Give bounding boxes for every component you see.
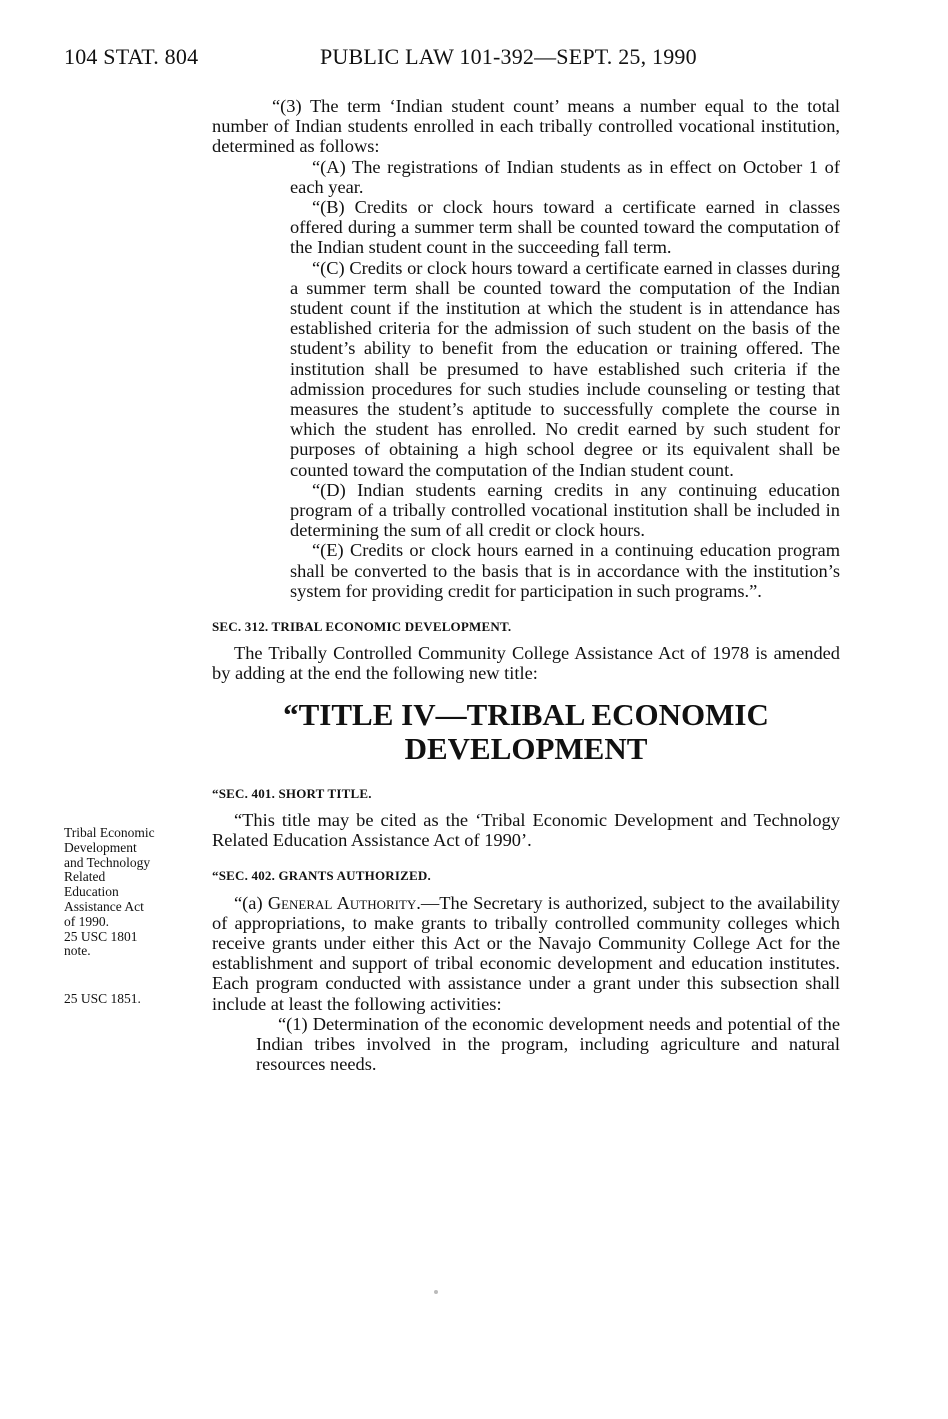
public-law-citation: PUBLIC LAW 101-392—SEPT. 25, 1990	[320, 44, 697, 69]
margin-usc-1851: 25 USC 1851.	[64, 991, 141, 1006]
margin-line: and Technology	[64, 854, 151, 870]
margin-note-short-title	[64, 826, 204, 959]
section-401-text: “This title may be cited as the ‘Tribal Economic Development and Technology Related Education Assistance Act of 1990’.	[212, 809, 840, 851]
section-312-heading: SEC. 312. TRIBAL ECONOMIC DEVELOPMENT.	[212, 619, 512, 635]
section-401-heading: “SEC. 401. SHORT TITLE.	[212, 785, 372, 801]
title-line-1: “TITLE IV—TRIBAL ECONOMIC	[283, 696, 769, 732]
subsection-a-caption: General Authority	[267, 892, 417, 913]
subparagraph-c: “(C) Credits or clock hours toward a certificate earned in classes during a summer term shall be counted toward the computation of the Indian student count if the institution at which the student is in attendance has established criteria for the admission of such student on the basis of the student’s ability to benefit from the education or training offered. The institution shall be presumed to have established such criteria if the admission procedures for such studies include counseling or testing that measures the student’s aptitude to successfully complete the course in which the student has enrolled. No credit earned by such student for purposes of obtaining a high school degree or its equivalent shall be counted toward the computation of the Indian student count.	[290, 257, 840, 480]
scan-speck	[434, 1290, 438, 1294]
margin-line: Related	[64, 869, 106, 885]
statute-page-number: 104 STAT. 804	[64, 44, 199, 69]
subparagraph-e: “(E) Credits or clock hours earned in a continuing education program shall be converted to the basis that is in accordance with the institution’s system for providing credit for participation in such programs.”.	[290, 540, 840, 601]
margin-line: Development	[64, 839, 137, 855]
title-iv-heading	[212, 698, 840, 766]
margin-line: note.	[64, 943, 91, 959]
subparagraph-a: “(A) The registrations of Indian students as in effect on October 1 of each year.	[290, 156, 840, 197]
paragraph-3: “(3) The term ‘Indian student count’ means a number equal to the total number of Indian students enrolled in each tribally controlled vocational institution, determined as follows:	[212, 96, 840, 157]
margin-line: Tribal Economic	[64, 825, 155, 840]
title-line-2: DEVELOPMENT	[404, 730, 648, 766]
paragraph-1: “(1) Determination of the economic development needs and potential of the Indian tribes involved in the program, including agriculture and natural resources needs.	[256, 1013, 840, 1075]
subsection-a-open: “(a)	[234, 892, 268, 913]
margin-note-usc	[64, 992, 204, 1007]
subparagraph-b: “(B) Credits or clock hours toward a certificate earned in classes offered during a summer term shall be counted toward the computation of the Indian student count in the succeeding fall term.	[290, 197, 840, 258]
section-312-text: The Tribally Controlled Community College Assistance Act of 1978 is amended by adding at the end the following new title:	[212, 643, 840, 684]
main-text-column	[212, 96, 840, 1074]
subparagraph-group	[212, 157, 840, 601]
page-header	[64, 44, 844, 76]
subparagraph-d: “(D) Indian students earning credits in any continuing education program of a tribally controlled vocational institution shall be included in determining the sum of all credit or clock hours.	[290, 479, 840, 541]
subsection-a	[212, 893, 840, 1014]
margin-line: 25 USC 1801	[64, 928, 138, 944]
section-402-heading: “SEC. 402. GRANTS AUTHORIZED.	[212, 868, 431, 884]
margin-line: Assistance Act	[64, 898, 144, 914]
margin-line: Education	[64, 884, 119, 900]
subsection-a-text: .—The Secretary is authorized, subject to the availability of appropriations, to make grants to tribally controlled community colleges which receive grants under either this Act or the Navajo Community College Act for the establishment and support of tribal economic development and education institutes. Each program conducted with assistance under a grant under this subsection shall include at least the following activities:	[212, 892, 840, 1014]
margin-line: of 1990.	[64, 913, 109, 929]
